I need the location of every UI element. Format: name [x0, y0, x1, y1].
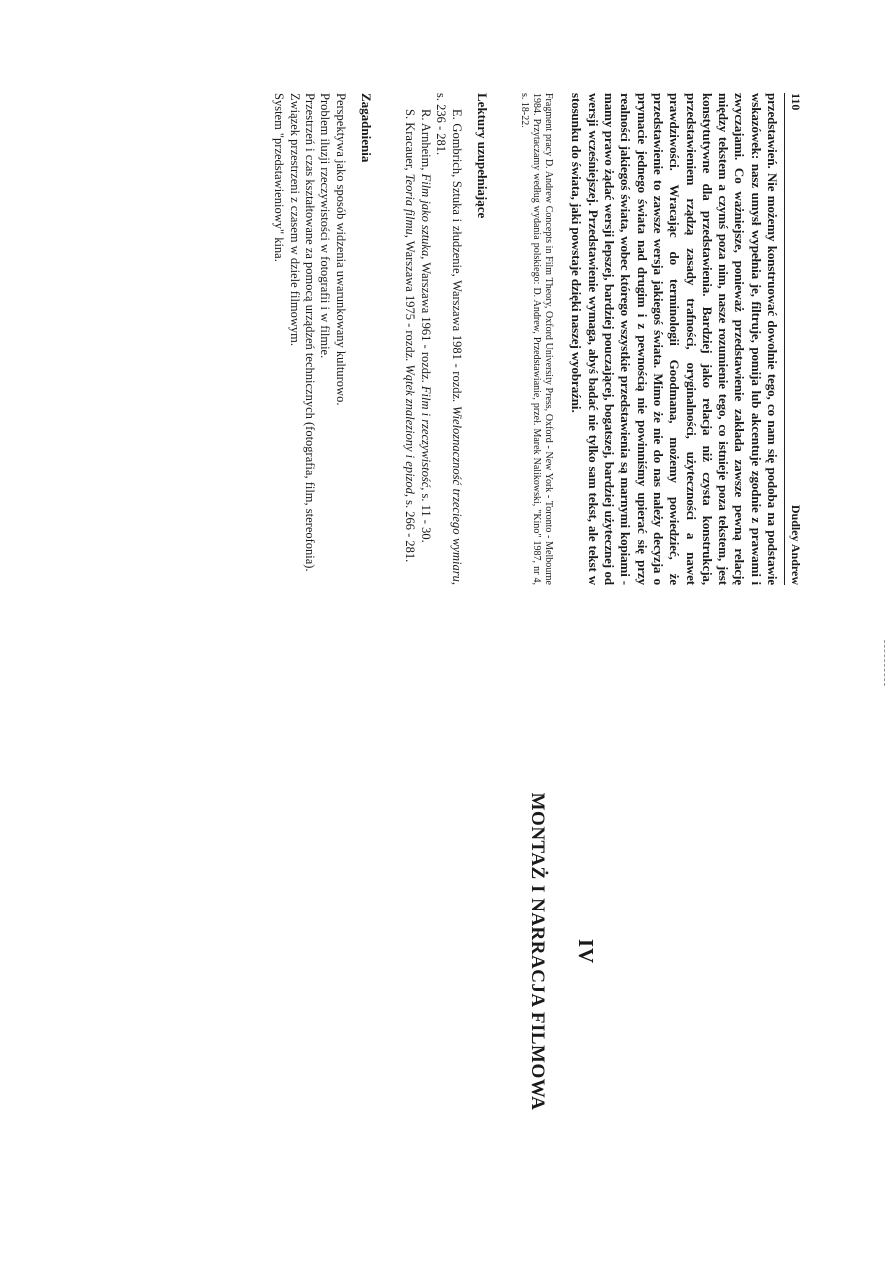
reading-rest: Warszawa 1961 - rozdz. — [418, 262, 433, 383]
left-page — [271, 93, 803, 585]
reading-title: Teoria filmu, — [403, 173, 418, 238]
reading-item-arnheim — [417, 93, 433, 585]
reading-pages: s. 266 - 281. — [403, 500, 418, 563]
body-paragraph: przedstawień. Nie możemy konstruować dowolnie tego, co nam się podoba na podstawie wskazówek: nasz umysł wypełnia je, filtruje, pomija lub akcentuje zgodnie z prawami i zwyczajami. Co ważniejsze, ponieważ przedstawienie zakłada zawsze pewną relację między tekstem a czymś poza nim, nasze rozumienie tego, co istnieje poza tekstem, jest konstytutywne dla przedstawienia. Bardziej jako relacja niż czysta konstrukcja, przedstawieniem rządzą zasady trafności, oryginalności, użyteczności a nawet prawdziwości. Wracając do terminologii Goodmana, możemy powiedzieć, że przedstawienie to zawsze wersja jakiegoś świata. Mimo że nie do nas należy decyzja o prymacie jednego świata nad drugim i z pewnością nie powinniśmy upierać się przy realności jakiegoś świata, wobec którego wszystkie przedstawienia są marnymi kopiami - mamy prawo żądać wersji lepszej, bardziej pouczającej, bogatszej, bardziej użytecznej od wersji wcześniejszej. Przedstawienie wymaga, abyś badać nie tylko sam tekst, ale tekst w stosunku do świata, jaki powstaje dzięki naszej wyobraźni. — [569, 93, 780, 585]
scan-edge-mark — [883, 640, 885, 686]
issue-item: Problem iluzji rzeczywistości w fotografii i w filmie. — [318, 93, 333, 359]
issue-item: Związek przestrzeni z czasem w dziele filmowym. — [287, 93, 302, 347]
issue-item: System "przedstawieniowy" kina. — [272, 93, 287, 262]
reading-chapter: Wieloznaczność trzeciego wymiaru, — [449, 405, 464, 585]
page-number: 110 — [789, 93, 803, 111]
reading-pages: s. 236 - 281. — [434, 93, 449, 156]
reading-title: Film jako sztuka, — [418, 173, 433, 260]
reading-pages: s. 11 - 30. — [418, 493, 433, 543]
part-number: IV — [574, 938, 598, 965]
issue-item: Przestrzeń i czas kształtowane za pomocą urządzeń technicznych (fotografia, film, stereofonia). — [302, 93, 317, 572]
source-note: Fragment pracy D. Andrew Concepts in Film Theory, Oxford University Press, Oxford - New York - Toronto - Melbourne 1984. Przytaczamy według wydania polskiego: D. Andrew, Przedstawianie, przeł. Marek Nalikowski, "Kino" 1987, nr 4, s. 18-22. — [518, 93, 555, 585]
chapter-title: MONTAŻ I NARRACJA FILMOWA — [527, 792, 548, 1111]
reading-author: E. Gombrich, — [449, 109, 464, 178]
readings-heading: Lektury uzupełniające — [474, 93, 490, 219]
reading-rest: Warszawa 1975 - rozdz. — [403, 240, 418, 362]
issue-item: Perspektywa jako sposób widzenia uwarunkowany kulturowo. — [333, 93, 348, 406]
reading-title: Sztuka i złudzenie, — [449, 180, 464, 277]
reading-author: S. Kracauer, — [403, 109, 418, 171]
issues-heading: Zagadnienia — [358, 93, 374, 163]
reading-chapter: Film i rzeczywistość, — [418, 385, 433, 491]
right-page — [0, 640, 893, 1263]
reading-chapter: Wątek znaleziony i epizod, — [403, 364, 418, 498]
reading-item-kracauer — [402, 93, 418, 585]
reading-item-gombrich — [433, 93, 464, 585]
running-head-author: Dudley Andrew — [789, 504, 803, 585]
reading-rest: Warszawa 1981 - rozdz. — [449, 280, 464, 403]
running-head — [784, 93, 803, 585]
reading-author: R. Arnheim, — [418, 109, 433, 171]
